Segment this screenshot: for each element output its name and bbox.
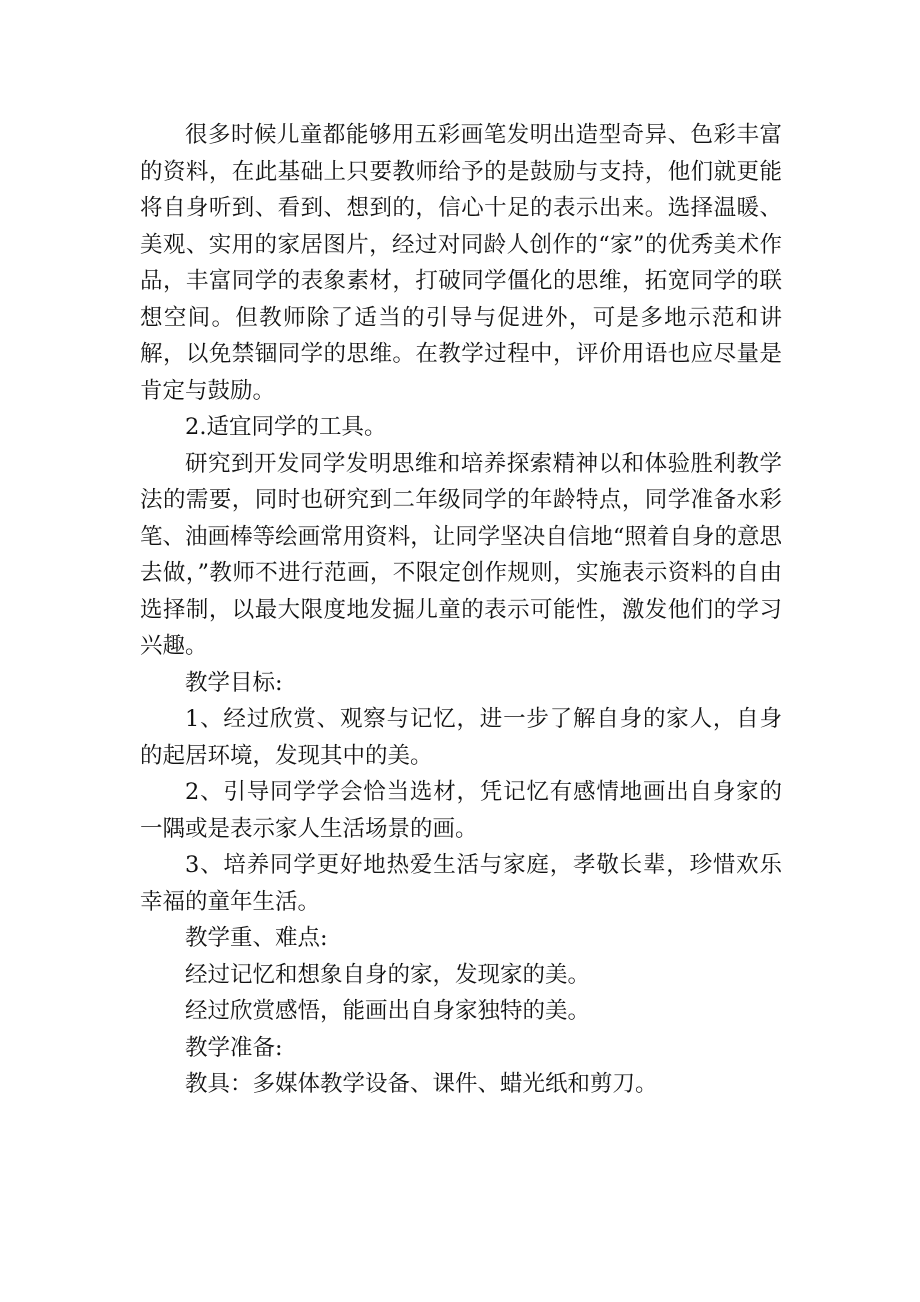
paragraph-key-point-2: 经过欣赏感悟，能画出自身家独特的美。 [185, 998, 591, 1024]
paragraph-key-point-1: 经过记忆和想象自身的家，发现家的美。 [185, 961, 591, 988]
paragraph-intro: 很多时候儿童都能够用五彩画笔发明出造型奇异、色彩丰富的资料，在此基础上只要教师给予的是鼓励与支持，他们就更能将自身听到、看到、想到的，信心十足的表示出来。选择温暖、美观、实用的家居图片，经过对同龄人创作的“家”的优秀美术作品，丰富同学的表象素材，打破同学僵化的思维，拓宽同学的联想空间。但教师除了适当的引导与促进外，可是多地示范和讲解，以免禁锢同学的思维。在教学过程中，评价用语也应尽量是肯定与鼓励。 [140, 122, 782, 404]
paragraph-goal-3: 3、培养同学更好地热爱生活与家庭，孝敬长辈，珍惜欢乐幸福的童年生活。 [140, 852, 782, 915]
paragraph-goal-1: 1、经过欣赏、观察与记忆，进一步了解自身的家人，自身的起居环境，发现其中的美。 [140, 706, 782, 769]
paragraph-goal-2: 2、引导同学学会恰当选材，凭记忆有感情地画出自身家的一隅或是表示家人生活场景的画。 [140, 779, 782, 842]
paragraph-tools-body: 研究到开发同学发明思维和培养探索精神以和体验胜利教学法的需要，同时也研究到二年级同学的年龄特点，同学准备水彩笔、油画棒等绘画常用资料，让同学坚决自信地“照着自身的意思去做，”教师不进行范画，不限定创作规则，实施表示资料的自由选择制，以最大限度地发掘儿童的表示可能性，激发他们的学习兴趣。 [140, 450, 782, 659]
paragraph-tools-heading: 2.适宜同学的工具。 [185, 414, 387, 440]
paragraph-preparation-heading: 教学准备: [185, 1034, 283, 1061]
paragraph-teaching-aids: 教具：多媒体教学设备、课件、蜡光纸和剪刀。 [185, 1071, 658, 1097]
document-body [140, 117, 782, 1103]
paragraph-goals-heading: 教学目标: [185, 669, 283, 696]
paragraph-key-points-heading: 教学重、难点: [185, 925, 328, 951]
